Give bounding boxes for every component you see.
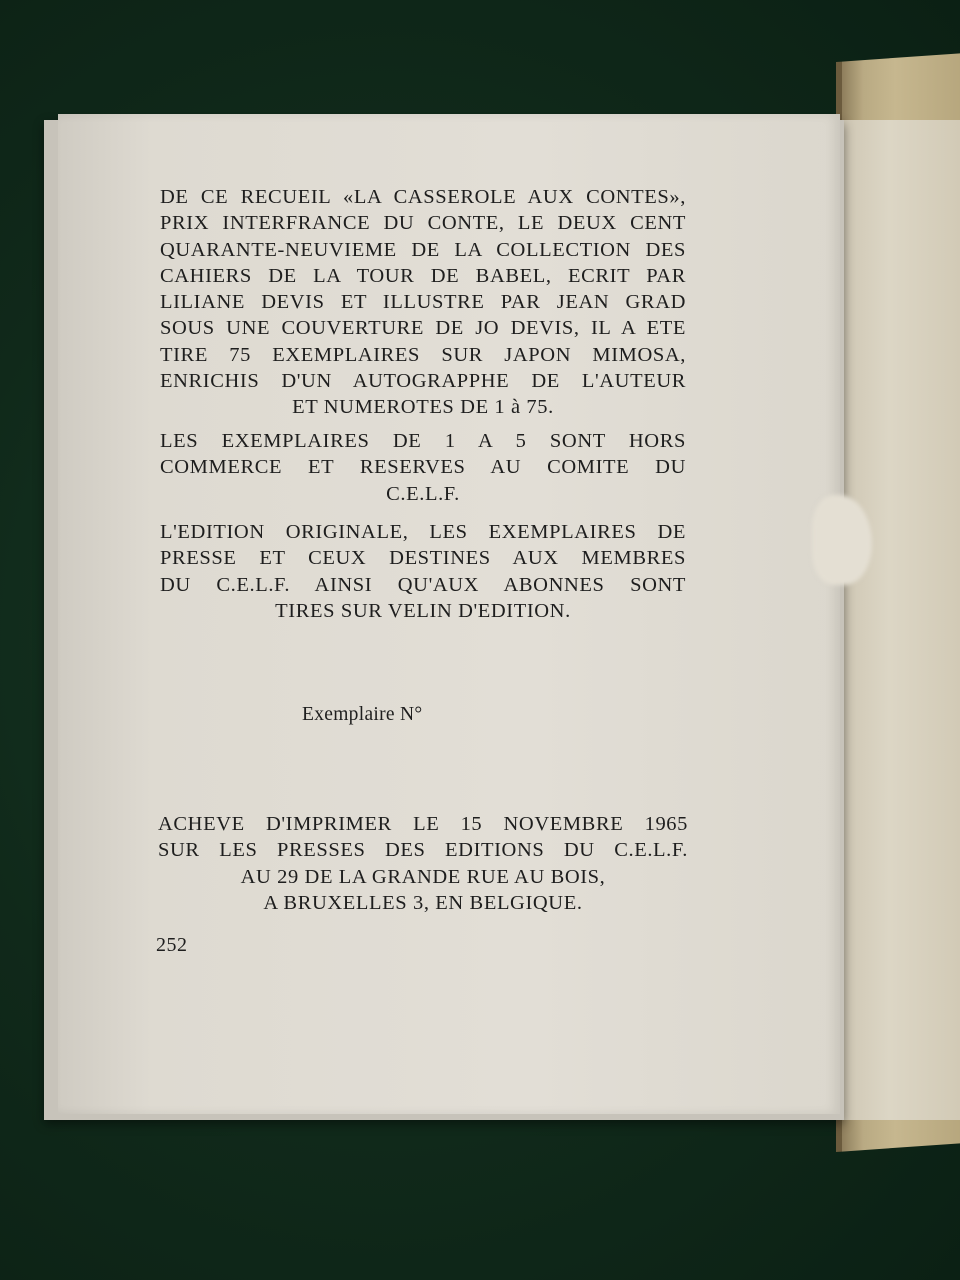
page-number: 252 (156, 934, 188, 956)
text-line: A BRUXELLES 3, EN BELGIQUE. (263, 891, 583, 914)
text-line: L'EDITION ORIGINALE, LES EXEMPLAIRES DE (160, 521, 686, 543)
text-line: PRIX INTERFRANCE DU CONTE, LE DEUX CENT (160, 212, 686, 235)
text-line: TIRE 75 EXEMPLAIRES SUR JAPON MIMOSA, (160, 343, 686, 366)
text-line: LILIANE DEVIS ET ILLUSTRE PAR JEAN GRAD (160, 291, 686, 314)
text-line: SOUS UNE COUVERTURE DE JO DEVIS, IL A ETE (160, 317, 686, 340)
exemplaire-number-label: Exemplaire N° (302, 704, 423, 725)
text-line: AU 29 DE LA GRANDE RUE AU BOIS, (240, 865, 606, 888)
text-line: QUARANTE-NEUVIEME DE LA COLLECTION DES (160, 238, 686, 261)
text-line: TIRES SUR VELIN D'EDITION. (275, 599, 571, 622)
text-line: COMMERCE ET RESERVES AU COMITE DU (160, 456, 686, 479)
text-line: ET NUMEROTES DE 1 à 75. (292, 396, 554, 419)
justification-paragraph (160, 184, 686, 421)
text-line: DU C.E.L.F. AINSI QU'AUX ABONNES SONT (160, 573, 686, 596)
colophon (158, 811, 688, 916)
text-line: LES EXEMPLAIRES DE 1 A 5 SONT HORS (160, 430, 686, 452)
text-line: CAHIERS DE LA TOUR DE BABEL, ECRIT PAR (160, 264, 686, 287)
text-line: DE CE RECUEIL «LA CASSEROLE AUX CONTES», (160, 186, 686, 208)
text-line: PRESSE ET CEUX DESTINES AUX MEMBRES (160, 547, 686, 570)
text-line: ACHEVE D'IMPRIMER LE 15 NOVEMBRE 1965 (158, 813, 688, 835)
text-line: SUR LES PRESSES DES EDITIONS DU C.E.L.F. (158, 839, 688, 862)
text-line: C.E.L.F. (386, 482, 460, 505)
hors-commerce-paragraph (160, 428, 686, 507)
text-line: ENRICHIS D'UN AUTOGRAPPHE DE L'AUTEUR (160, 370, 686, 393)
edition-originale-paragraph (160, 519, 686, 624)
book-cover-inner (842, 120, 960, 1120)
